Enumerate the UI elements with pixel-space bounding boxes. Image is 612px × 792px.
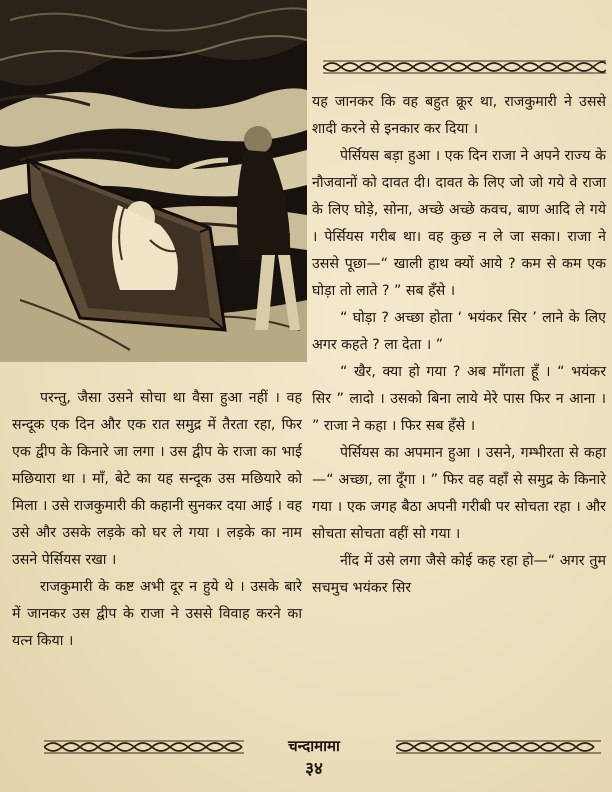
paragraph: परन्तु, जैसा उसने सोचा था वैसा हुआ नहीं । वह सन्दूक एक दिन और एक रात समुद्र में तैरता रहा, फिर एक द्वीप के किनारे जा लगा । उस द्वीप के राजा का भाई मछियारा था । माँ, बेटे का यह सन्दूक उस मछियारे को मिला । उसे राजकुमारी की कहानी सुनकर दया आई । वह उसे और उसके लड़के को घर ले गया । लड़के का नाम उसने पेर्सियस रखा । xyxy=(12,390,302,568)
footer-ornament-left xyxy=(44,738,244,756)
left-text-column xyxy=(12,385,302,655)
page-number: ३४ xyxy=(305,759,323,779)
paragraph: पेर्सियस का अपमान हुआ । उसने, गम्भीरता से कहा—“ अच्छा, ला दूँगा । ” फिर वह वहाँ से समुद्र के किनारे गया । एक जगह बैठा अपनी गरीबी पर सोचता रहा । और सोचता सोचता वहीं सो गया । xyxy=(312,445,606,542)
boat-scene-illustration xyxy=(0,0,307,362)
footer-ornament-right xyxy=(396,738,601,756)
right-text-column xyxy=(312,89,606,602)
paragraph: यह जानकर कि वह बहुत क्रूर था, राजकुमारी ने उससे शादी करने से इनकार कर दिया । xyxy=(312,94,606,137)
paragraph: पेर्सियस बड़ा हुआ । एक दिन राजा ने अपने राज्य के नौजवानों को दावत दी। दावत के लिए जो जो गये वे राजा के लिए घोड़े, सोना, अच्छे अच्छे कवच, बाण आदि ले गये । पेर्सियस गरीब था। वह कुछ न ले जा सका। राजा ने उससे पूछा—“ खाली हाथ क्यों आये ? कम से कम एक घोड़ा तो लाते ? ” सब हँसे । xyxy=(312,148,606,299)
paragraph: “ घोड़ा ? अच्छा होता ‘ भयंकर सिर ’ लाने के लिए अगर कहते ? ला देता । ” xyxy=(312,310,606,353)
paragraph: नींद में उसे लगा जैसे कोई कह रहा हो—“ अगर तुम सचमुच भयंकर सिर xyxy=(312,553,606,596)
magazine-title: चन्दामामा xyxy=(288,737,340,755)
paragraph: राजकुमारी के कष्ट अभी दूर न हुये थे । उसके बारे में जानकर उस द्वीप के राजा ने उससे विवाह करने का यत्न किया । xyxy=(12,579,302,649)
paragraph: “ खैर, क्या हो गया ? अब माँगता हूँ । “ भयंकर सिर ” लादो । उसको बिना लाये मेरे पास फिर न आना । ” राजा ने कहा । फिर सब हँसे । xyxy=(312,364,606,434)
top-ornament-border xyxy=(323,58,606,76)
